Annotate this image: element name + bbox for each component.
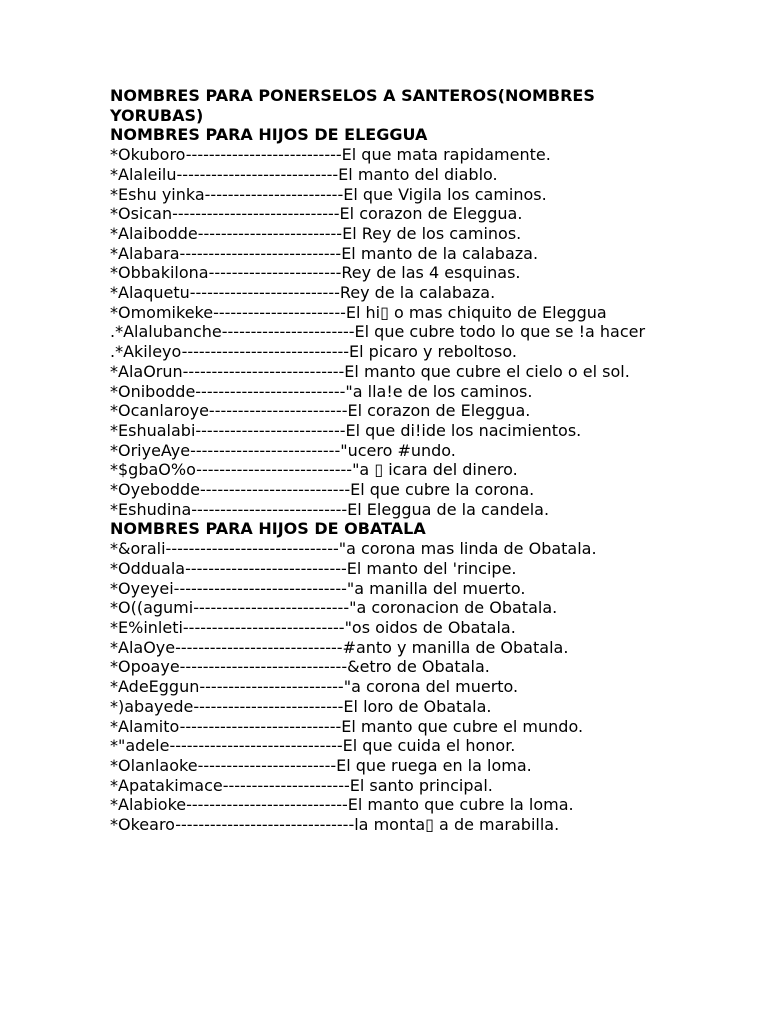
name-entry: *AlaOrun----------------------------El manto que cubre el cielo o el sol. (110, 361, 630, 381)
name-entry: *Eshu yinka------------------------El que Vigila los caminos. (110, 184, 547, 204)
name-entry: *Alaquetu--------------------------Rey de la calabaza. (110, 283, 496, 303)
name-entry: *Odduala----------------------------El manto del 'rincipe. (110, 558, 517, 578)
name-entry: *Okearo-------------------------------la monta▯ a de marabilla. (110, 815, 560, 835)
name-entry: *Eshualabi--------------------------El que di!ide los nacimientos. (110, 420, 582, 440)
name-entry: *OriyeAye--------------------------"ucero #undo. (110, 440, 456, 460)
name-entry: *AdeEggun-------------------------"a corona del muerto. (110, 677, 519, 697)
document-page (110, 86, 670, 835)
name-list (110, 539, 670, 835)
name-entry: *"adele------------------------------El que cuida el honor. (110, 736, 516, 756)
name-entry: *Okuboro---------------------------El que mata rapidamente. (110, 145, 551, 165)
name-entry: *Apatakimace----------------------El santo principal. (110, 775, 493, 795)
name-entry: *Omomikeke-----------------------El hi▯ o mas chiquito de Eleggua (110, 302, 607, 322)
name-entry: *O((agumi---------------------------"a coronacion de Obatala. (110, 598, 558, 618)
name-entry: *)abayede--------------------------El loro de Obatala. (110, 696, 492, 716)
name-entry: *$gbaO%o---------------------------"a ▯ icara del dinero. (110, 460, 518, 480)
name-entry: *Obbakilona-----------------------Rey de las 4 esquinas. (110, 263, 521, 283)
name-entry: *Alamito----------------------------El manto que cubre el mundo. (110, 716, 584, 736)
name-entry: *Onibodde--------------------------"a lla!e de los caminos. (110, 381, 533, 401)
document-title: NOMBRES PARA PONERSELOS A SANTEROS(NOMBRES YORUBAS) (110, 86, 595, 125)
section-heading: NOMBRES PARA HIJOS DE ELEGGUA (110, 125, 428, 145)
name-entry: *Ocanlaroye------------------------El corazon de Eleggua. (110, 401, 531, 421)
name-entry: *Eshudina---------------------------El Eleggua de la candela. (110, 499, 550, 519)
name-entry: *&orali------------------------------"a corona mas linda de Obatala. (110, 539, 597, 559)
name-entry: *Oyebodde--------------------------El que cubre la corona. (110, 480, 535, 500)
name-entry: *Alaibodde-------------------------El Rey de los caminos. (110, 223, 522, 243)
name-entry: *Alaleilu----------------------------El manto del diablo. (110, 164, 498, 184)
name-entry: *Alabara----------------------------El manto de la calabaza. (110, 243, 539, 263)
name-entry: .*Alalubanche-----------------------El que cubre todo lo que se !a hacer (110, 322, 646, 342)
name-entry: *Olanlaoke------------------------El que ruega en la loma. (110, 755, 532, 775)
section-heading: NOMBRES PARA HIJOS DE OBATALA (110, 519, 426, 539)
section-obatala (110, 519, 670, 834)
name-entry: *Osican-----------------------------El corazon de Eleggua. (110, 204, 523, 224)
section-eleggua (110, 125, 670, 519)
name-list (110, 145, 670, 519)
name-entry: *Oyeyei------------------------------"a manilla del muerto. (110, 578, 526, 598)
name-entry: *Opoaye-----------------------------&etro de Obatala. (110, 657, 490, 677)
name-entry: *E%inleti----------------------------"os oidos de Obatala. (110, 617, 516, 637)
name-entry: *AlaOye-----------------------------#anto y manilla de Obatala. (110, 637, 569, 657)
name-entry: *Alabioke----------------------------El manto que cubre la loma. (110, 795, 574, 815)
name-entry: .*Akileyo-----------------------------El picaro y reboltoso. (110, 342, 517, 362)
